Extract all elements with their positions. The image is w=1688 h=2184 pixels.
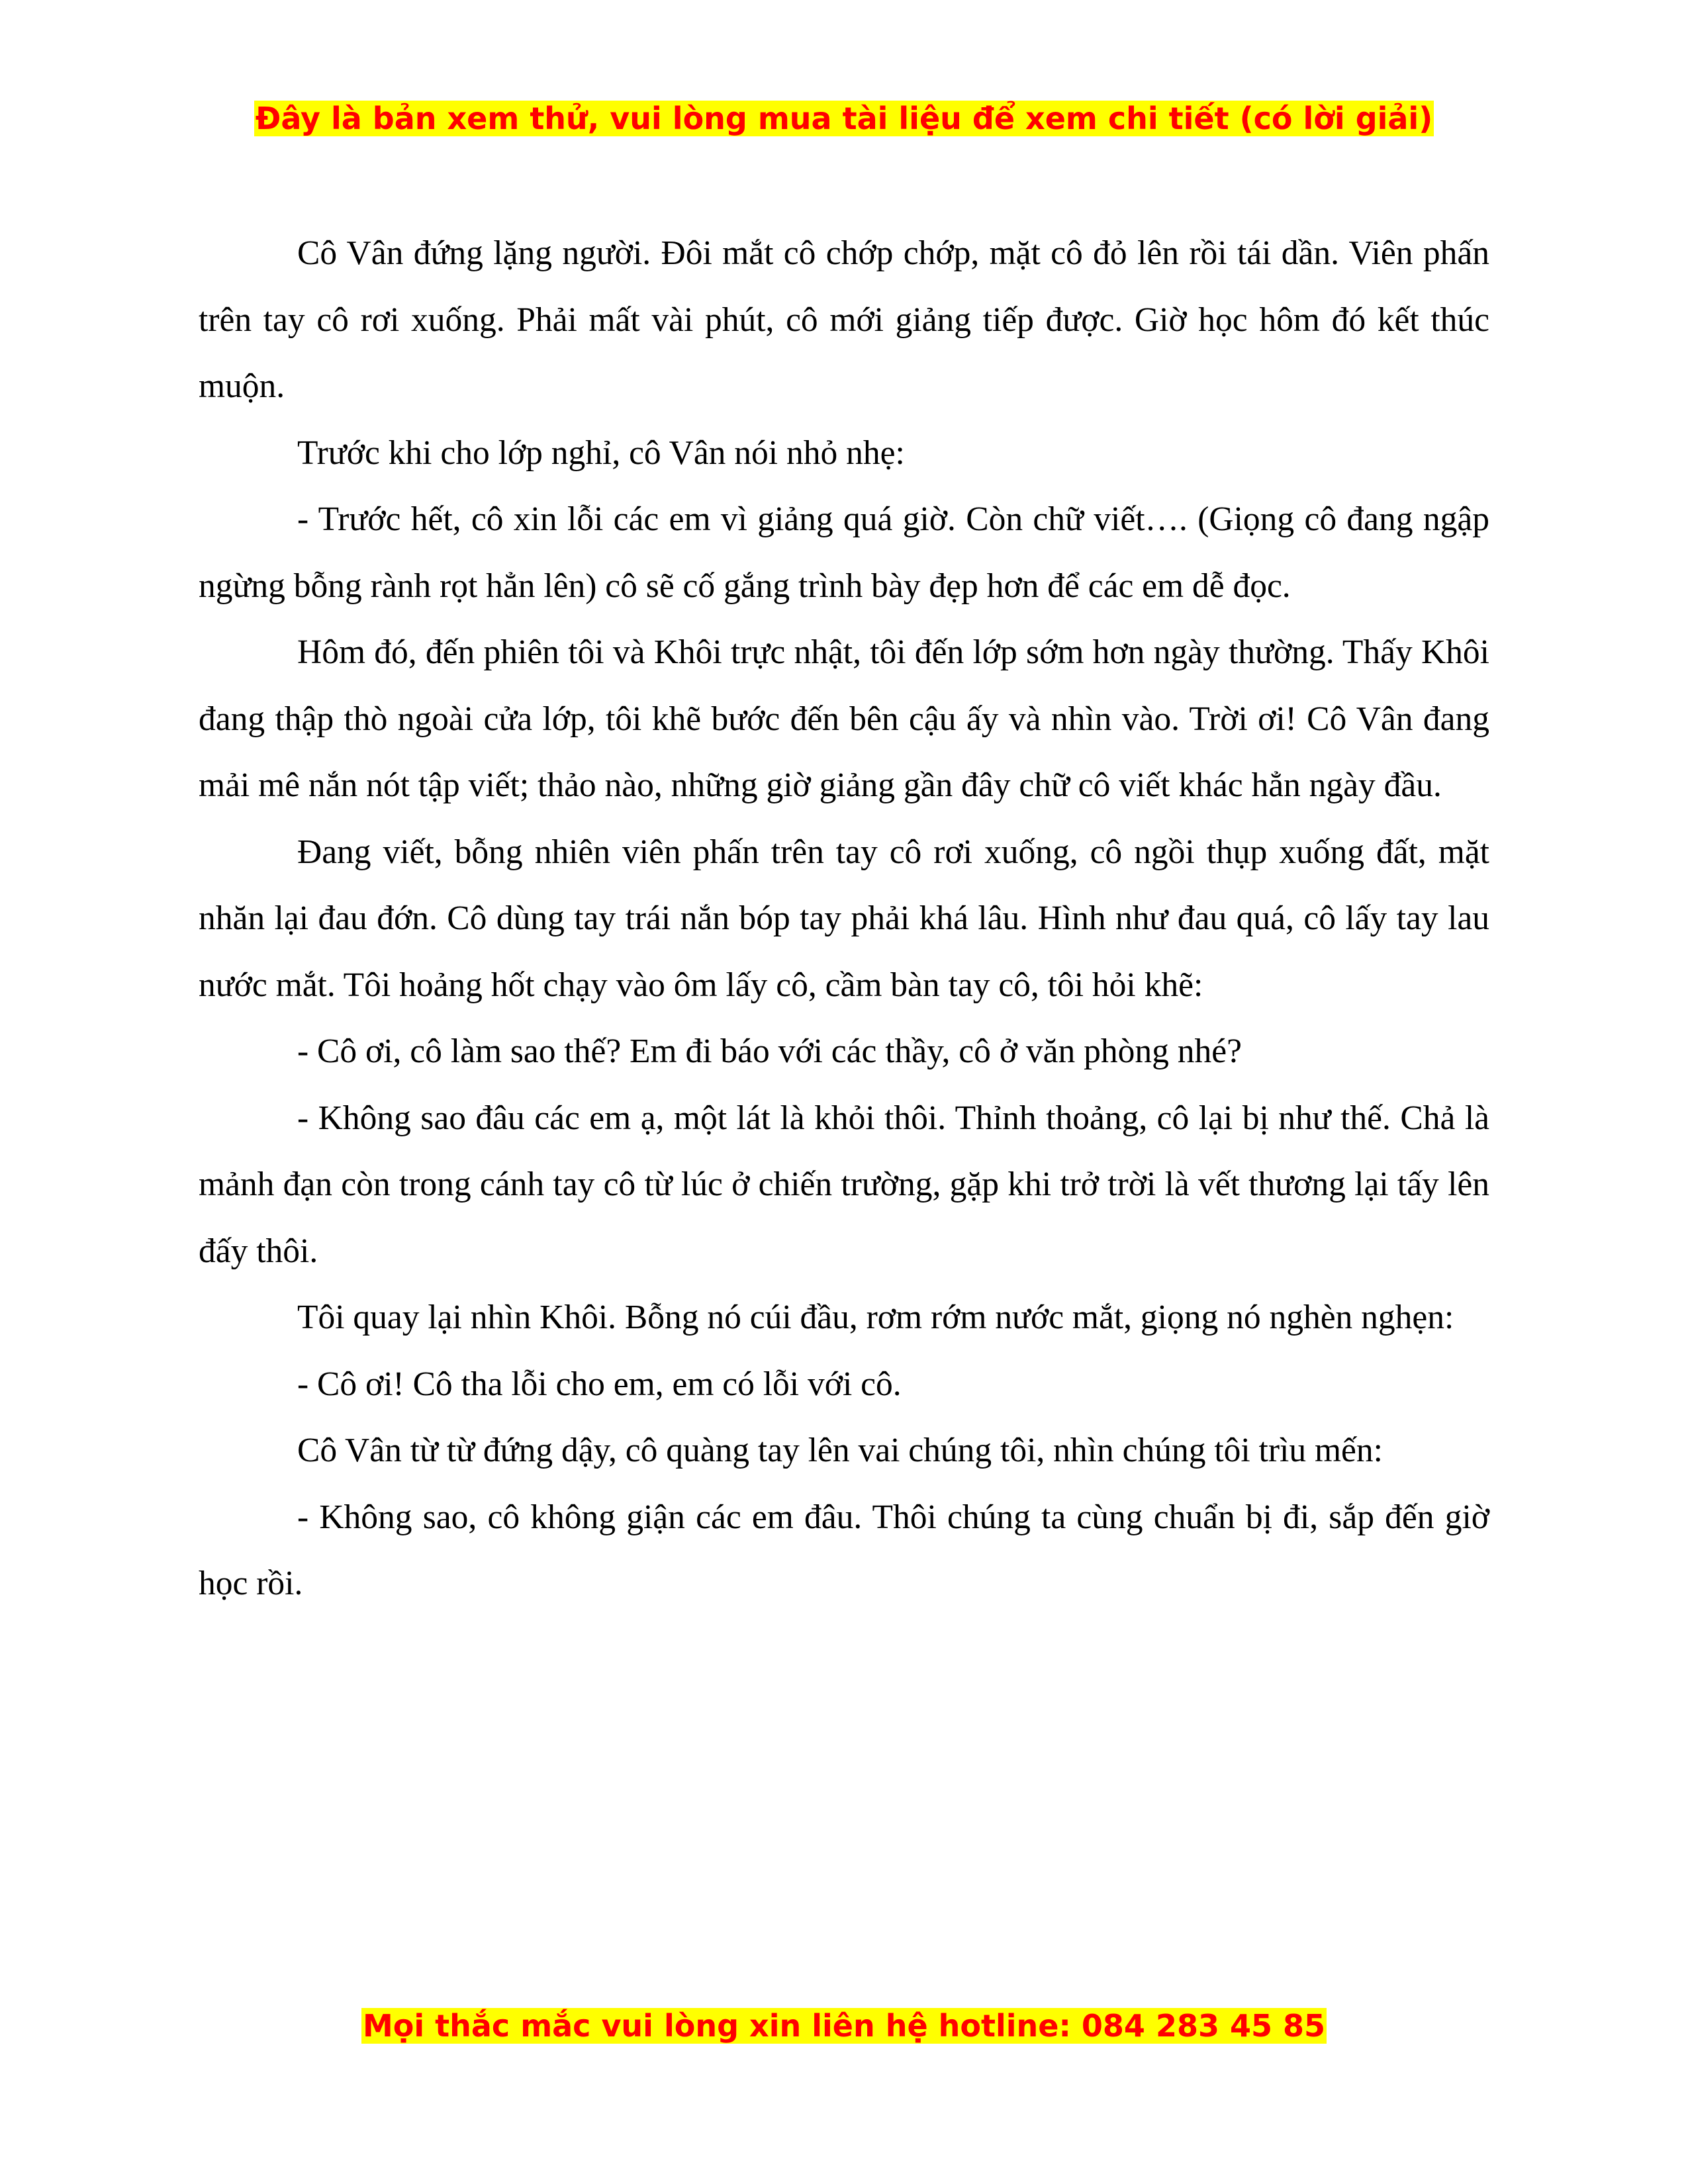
hotline-notice-banner [0, 2007, 1688, 2045]
paragraph: Tôi quay lại nhìn Khôi. Bỗng nó cúi đầu, rơm rớm nước mắt, giọng nó nghèn nghẹn: [297, 1298, 1454, 1336]
paragraph: Cô Vân từ từ đứng dậy, cô quàng tay lên vai chúng tôi, nhìn chúng tôi trìu mến: [297, 1432, 1383, 1469]
dialogue-paragraph: - Trước hết, cô xin lỗi các em vì giảng quá giờ. Còn chữ viết…. (Giọng cô đang ngập ngừng bỗng rành rọt hẳn lên) cô sẽ cố gắng trình bày đẹp hơn để các em dễ đọc. [199, 500, 1489, 605]
hotline-notice-text: Mọi thắc mắc vui lòng xin liên hệ hotline: 084 283 45 85 [362, 2008, 1326, 2044]
paragraph: Đang viết, bỗng nhiên viên phấn trên tay cô rơi xuống, cô ngồi thụp xuống đất, mặt nhăn lại đau đớn. Cô dùng tay trái nắn bóp tay phải khá lâu. Hình như đau quá, cô lấy tay lau nước mắt. Tôi hoảng hốt chạy vào ôm lấy cô, cầm bàn tay cô, tôi hỏi khẽ: [199, 833, 1489, 1004]
paragraph: Trước khi cho lớp nghỉ, cô Vân nói nhỏ nhẹ: [297, 433, 905, 472]
paragraph: Cô Vân đứng lặng người. Đôi mắt cô chớp chớp, mặt cô đỏ lên rồi tái dần. Viên phấn trên tay cô rơi xuống. Phải mất vài phút, cô mới giảng tiếp được. Giờ học hôm đó kết thúc muộn. [199, 234, 1489, 405]
dialogue-paragraph: - Không sao, cô không giận các em đâu. Thôi chúng ta cùng chuẩn bị đi, sắp đến giờ học rồi. [199, 1498, 1489, 1602]
paragraph: Hôm đó, đến phiên tôi và Khôi trực nhật, tôi đến lớp sớm hơn ngày thường. Thấy Khôi đang thập thò ngoài cửa lớp, tôi khẽ bước đến bên cậu ấy và nhìn vào. Trời ơi! Cô Vân đang mải mê nắn nót tập viết; thảo nào, những giờ giảng gần đây chữ cô viết khác hẳn ngày đầu. [199, 633, 1489, 804]
story-body [199, 220, 1489, 1617]
dialogue-paragraph: - Cô ơi! Cô tha lỗi cho em, em có lỗi với cô. [297, 1365, 902, 1403]
dialogue-paragraph: - Không sao đâu các em ạ, một lát là khỏi thôi. Thỉnh thoảng, cô lại bị như thế. Chả là mảnh đạn còn trong cánh tay cô từ lúc ở chiến trường, gặp khi trở trời là vết thương lại tấy lên đấy thôi. [199, 1099, 1489, 1270]
preview-notice-text: Đây là bản xem thử, vui lòng mua tài liệu để xem chi tiết (có lời giải) [255, 101, 1433, 136]
dialogue-paragraph: - Cô ơi, cô làm sao thế? Em đi báo với các thầy, cô ở văn phòng nhé? [297, 1032, 1242, 1070]
preview-notice-banner [0, 99, 1688, 138]
